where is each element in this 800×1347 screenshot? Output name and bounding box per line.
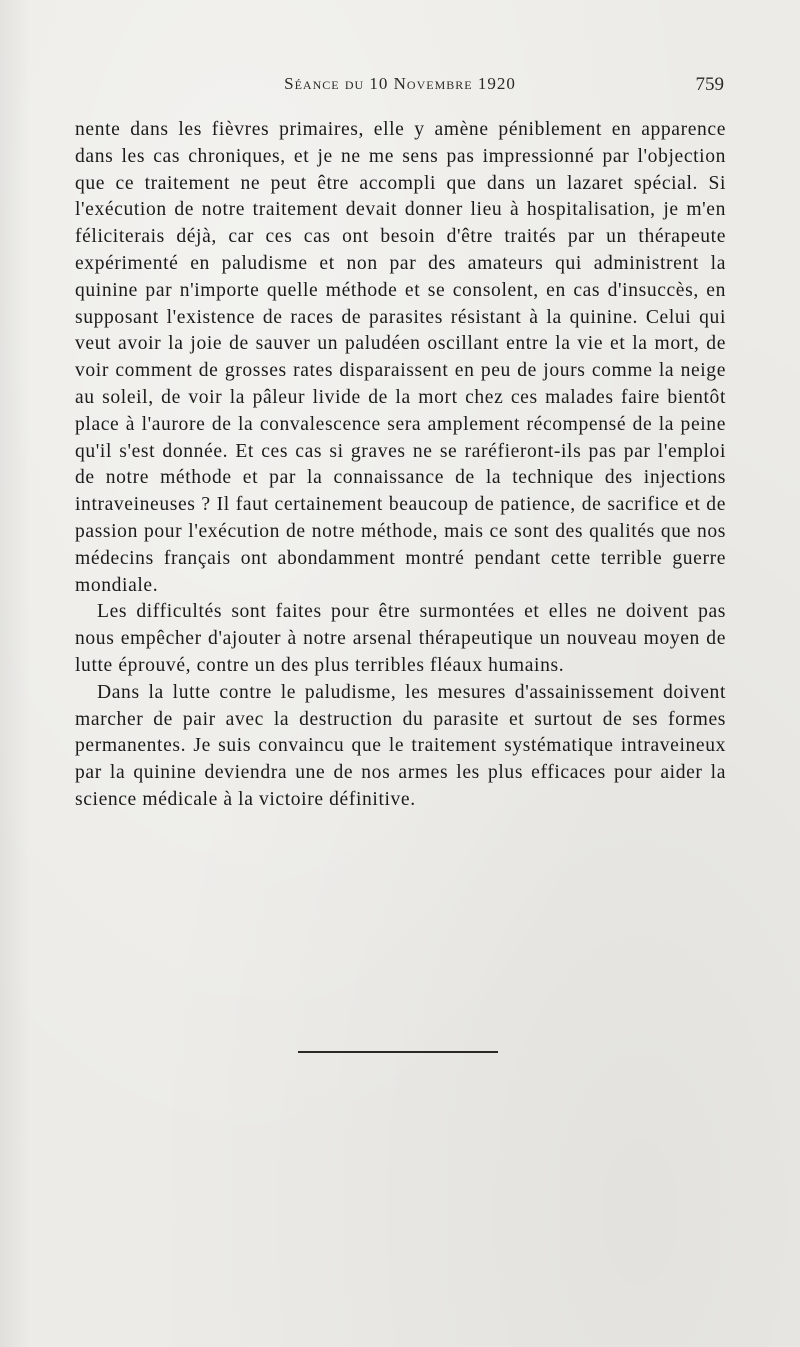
page-edge-shadow — [0, 0, 30, 1347]
paragraph-2: Les difficultés sont faites pour être surmontées et elles ne doivent pas nous empêcher d'ajouter à notre arsenal thérapeutique un nouveau moyen de lutte éprouvé, contre un des plus terribles fléaux humains. — [75, 601, 726, 676]
page-number: 759 — [695, 74, 724, 95]
closing-rule — [298, 1051, 498, 1053]
running-head — [76, 74, 724, 100]
running-head-title: Séance du 10 Novembre 1920 — [284, 74, 516, 93]
paragraph-3: Dans la lutte contre le paludisme, les mesures d'assainissement doivent marcher de pair avec la destruction du parasite et surtout de ses formes permanentes. Je suis convaincu que le traitement systématique intraveineux par la quinine deviendra une de nos armes les plus efficaces pour aider la science médicale à la victoire définitive. — [75, 681, 726, 810]
paragraph-1: nente dans les fièvres primaires, elle y amène péniblement en apparence dans les cas chroniques, et je ne me sens pas impressionné par l'objection que ce traitement ne peut être accompli que dans un lazaret spécial. Si l'exécution de notre traitement devait donner lieu à hospitalisation, je m'en féliciterais déjà, car ces cas ont besoin d'être traités par un thérapeute expérimenté en paludisme et non par des amateurs qui administrent la quinine par n'importe quelle méthode et se consolent, en cas d'insuccès, en supposant l'existence de races de parasites résistant à la quinine. Celui qui veut avoir la joie de sauver un paludéen oscillant entre la vie et la mort, de voir comment de grosses rates disparaissent en peu de jours comme la neige au soleil, de voir la pâleur livide de la mort chez ces malades faire bientôt place à l'aurore de la convalescence sera amplement récompensé de la peine qu'il s'est donnée. Et ces cas si graves ne se raréfieront-ils pas par l'emploi de notre méthode et par la connaissance de la technique des injections intraveineuses ? Il faut certainement beaucoup de patience, de sacrifice et de passion pour l'exécution de notre méthode, mais ce sont des qualités que nos médecins français ont abondamment montré pendant cette terrible guerre mondiale. — [75, 119, 726, 596]
body-text — [75, 117, 726, 814]
